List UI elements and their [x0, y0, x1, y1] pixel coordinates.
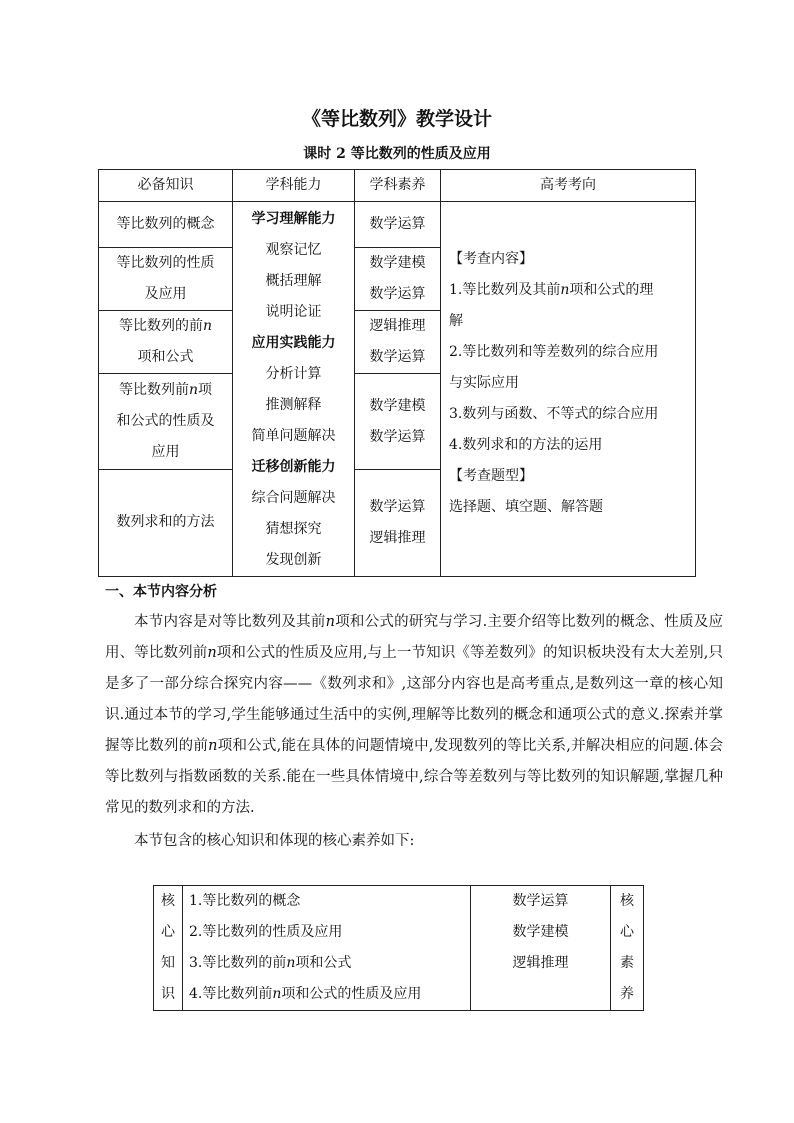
header-knowledge: 必备知识 [99, 170, 233, 202]
core-knowledge-item: 2.等比数列的性质及应用 [189, 924, 343, 940]
literacy-cell: 数学运算 逻辑推理 [355, 469, 441, 576]
core-knowledge-item: 4.等比数列前n项和公式的性质及应用 [189, 986, 422, 1002]
intro-paragraph: 本节包含的核心知识和体现的核心素养如下: [134, 833, 415, 849]
core-literacy-item: 数学运算 [512, 893, 569, 909]
core-knowledge-list [183, 886, 471, 1011]
gaokao-cell [441, 202, 696, 577]
core-literacy-label: 核 心 素 养 [611, 886, 644, 1011]
gaokao-line: 选择题、填空题、解答题 [449, 499, 603, 515]
ability-item: 发现创新 [265, 552, 322, 568]
gaokao-line: 解 [449, 313, 463, 329]
gaokao-heading: 【考查内容】 [449, 251, 533, 267]
knowledge-cell: 等比数列的概念 [99, 202, 233, 248]
header-literacy: 学科素养 [355, 170, 441, 202]
gaokao-line: 4.数列求和的方法的运用 [449, 437, 603, 453]
overview-table [98, 169, 696, 577]
knowledge-cell: 数列求和的方法 [99, 469, 233, 576]
section-heading: 一、本节内容分析 [105, 584, 217, 600]
core-table [153, 885, 644, 1011]
ability-item: 应用实践能力 [251, 335, 336, 351]
analysis-paragraph: 本节内容是对等比数列及其前n项和公式的研究与学习.主要介绍等比数列的概念、性质及应用、等比数列前n项和公式的性质及应用,与上一节知识《等差数列》的知识板块没有太大差别,只是多了一部分综合探究内容——《数列求和》,这部分内容也是高考重点,是数列这一章的核心知识.通过本节的学习,学生能够通过生活中的实例,理解等比数列的概念和通项公式的意义.探索并掌握等比数列的前n项和公式,能在具体的问题情境中,发现数列的等比关系,并解决相应的问题.体会等比数列与指数函数的关系.能在一些具体情境中,综合等差数列与等比数列的知识解题,掌握几种常见的数列求和的方法. [105, 614, 724, 816]
ability-item: 猜想探究 [265, 521, 322, 537]
gaokao-line: 与实际应用 [449, 375, 519, 391]
gaokao-line: 2.等比数列和等差数列的综合应用 [449, 344, 659, 360]
ability-item: 学习理解能力 [251, 211, 336, 227]
literacy-cell: 数学运算 [355, 202, 441, 248]
ability-item: 分析计算 [265, 366, 322, 382]
ability-item: 推测解释 [265, 397, 322, 413]
knowledge-cell: 等比数列的性质 及应用 [99, 248, 233, 311]
literacy-cell: 数学建模 数学运算 [355, 248, 441, 311]
header-ability: 学科能力 [233, 170, 355, 202]
core-literacy-list [471, 886, 611, 1011]
knowledge-cell: 等比数列的前n 项和公式 [99, 311, 233, 374]
literacy-cell: 数学建模 数学运算 [355, 374, 441, 469]
core-knowledge-label: 核 心 知 识 [154, 886, 183, 1011]
core-knowledge-item: 3.等比数列的前n项和公式 [189, 955, 352, 971]
ability-item: 说明论证 [265, 304, 322, 320]
core-literacy-item: 数学建模 [512, 924, 569, 940]
ability-item: 概括理解 [265, 273, 322, 289]
gaokao-heading: 【考查题型】 [449, 468, 533, 484]
gaokao-line: 1.等比数列及其前n项和公式的理 [449, 282, 654, 298]
knowledge-cell: 等比数列前n项 和公式的性质及 应用 [99, 374, 233, 469]
overview-header-row [99, 170, 696, 202]
gaokao-line: 3.数列与函数、不等式的综合应用 [449, 406, 659, 422]
document-subtitle: 课时 2 等比数列的性质及应用 [303, 146, 491, 162]
ability-item: 观察记忆 [265, 242, 322, 258]
ability-item: 综合问题解决 [251, 490, 336, 506]
header-gaokao: 高考考向 [441, 170, 696, 202]
core-literacy-item: 逻辑推理 [512, 955, 569, 971]
document-title: 《等比数列》教学设计 [301, 108, 492, 130]
core-knowledge-item: 1.等比数列的概念 [189, 893, 301, 909]
ability-item: 简单问题解决 [251, 428, 336, 444]
ability-item: 迁移创新能力 [251, 459, 336, 475]
ability-cell [233, 202, 355, 577]
literacy-cell: 逻辑推理 数学运算 [355, 311, 441, 374]
